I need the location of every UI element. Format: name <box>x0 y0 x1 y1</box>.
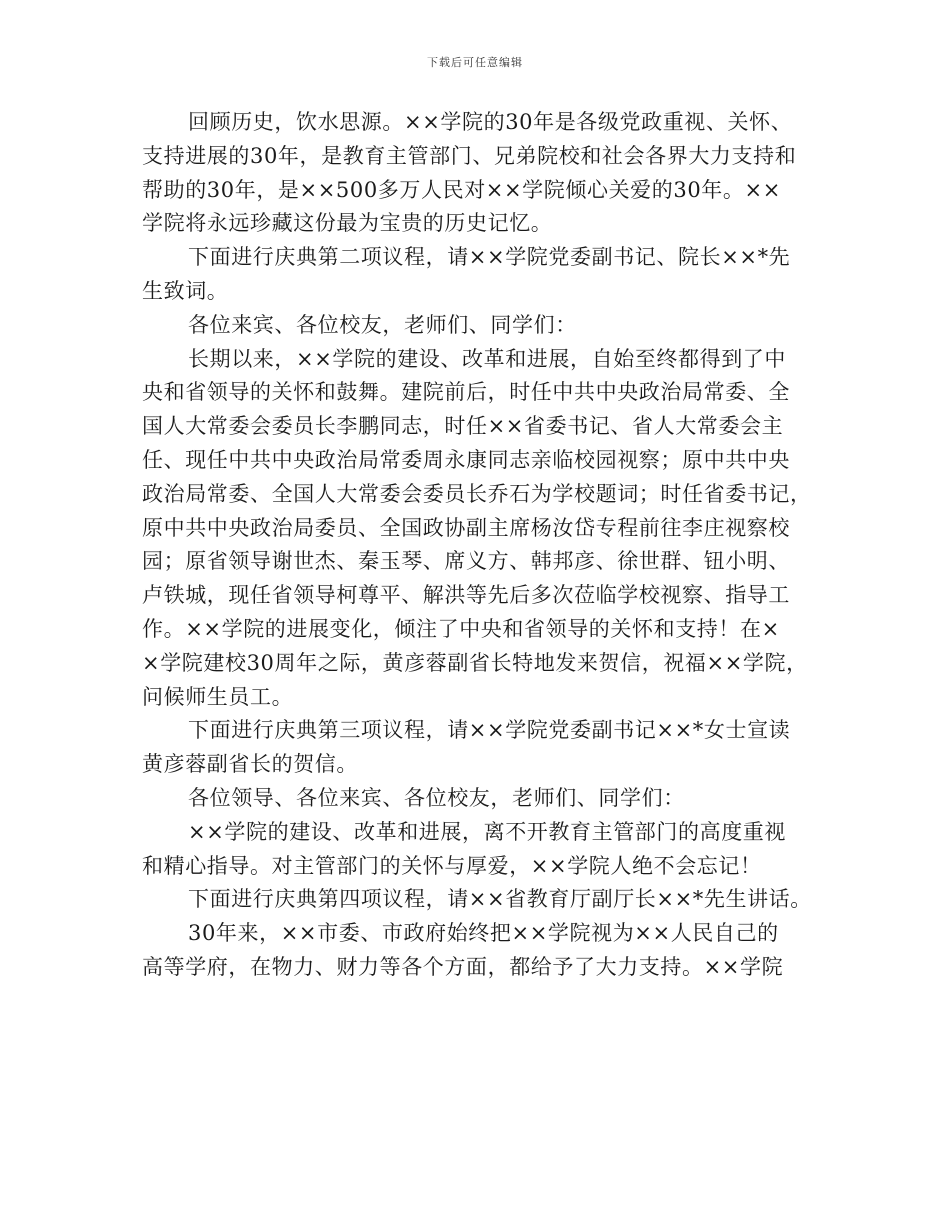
text-line: 生致词。 <box>142 278 229 303</box>
text-line: ××学院的建设、改革和进展，离不开教育主管部门的高度重视 <box>188 819 786 844</box>
text-line: 作。××学院的进展变化，倾注了中央和省领导的关怀和支持！在× <box>142 616 780 641</box>
text-line: 下面进行庆典第二项议程，请××学院党委副书记、院长××*先 <box>188 245 791 270</box>
text-line: 任、现任中共中央政治局常委周永康同志亲临校园视察；原中共中央 <box>142 447 790 472</box>
text-line: 问候师生员工。 <box>142 684 294 709</box>
document-body <box>142 106 826 985</box>
text-line: 帮助的30年，是××500多万人民对××学院倾心关爱的30年。×× <box>142 177 781 202</box>
text-line: 园；原省领导谢世杰、秦玉琴、席义方、韩邦彦、徐世群、钮小明、 <box>142 549 790 574</box>
text-line: 学院将永远珍藏这份最为宝贵的历史记忆。 <box>142 211 553 236</box>
text-line: 回顾历史，饮水思源。××学院的30年是各级党政重视、关怀、 <box>188 110 793 134</box>
text-line: 原中共中央政治局委员、全国政协副主席杨汝岱专程前往李庄视察校 <box>142 515 790 540</box>
text-line: 卢铁城，现任省领导柯尊平、解洪等先后多次莅临学校视察、指导工 <box>142 583 790 608</box>
text-line: 下面进行庆典第四项议程，请××省教育厅副厅长××*先生讲话。 <box>188 887 812 912</box>
text-line: 下面进行庆典第三项议程，请××学院党委副书记××*女士宣读 <box>188 718 791 743</box>
text-line: 高等学府，在物力、财力等各个方面，都给予了大力支持。××学院 <box>142 954 784 979</box>
text-line: 支持进展的30年，是教育主管部门、兄弟院校和社会各界大力支持和 <box>142 143 797 168</box>
text-line: 央和省领导的关怀和鼓舞。建院前后，时任中共中央政治局常委、全 <box>142 380 790 405</box>
text-line: 各位领导、各位来宾、各位校友，老师们、同学们： <box>188 785 685 810</box>
text-line: 和精心指导。对主管部门的关怀与厚爱，××学院人绝不会忘记！ <box>142 853 762 878</box>
text-line: 黄彦蓉副省长的贺信。 <box>142 752 358 777</box>
text-line: ×学院建校30周年之际，黄彦蓉副省长特地发来贺信，祝福××学院， <box>142 650 808 675</box>
text-line: 各位来宾、各位校友，老师们、同学们： <box>188 312 577 337</box>
text-line: 30年来，××市委、市政府始终把××学院视为××人民自己的 <box>188 921 779 946</box>
text-line: 国人大常委会委员长李鹏同志，时任××省委书记、省人大常委会主 <box>142 414 784 439</box>
page-header: 下载后可任意编辑 <box>427 56 523 69</box>
text-line: 长期以来，××学院的建设、改革和进展，自始至终都得到了中 <box>188 346 786 371</box>
text-line: 政治局常委、全国人大常委会委员长乔石为学校题词；时任省委书记， <box>142 481 812 506</box>
